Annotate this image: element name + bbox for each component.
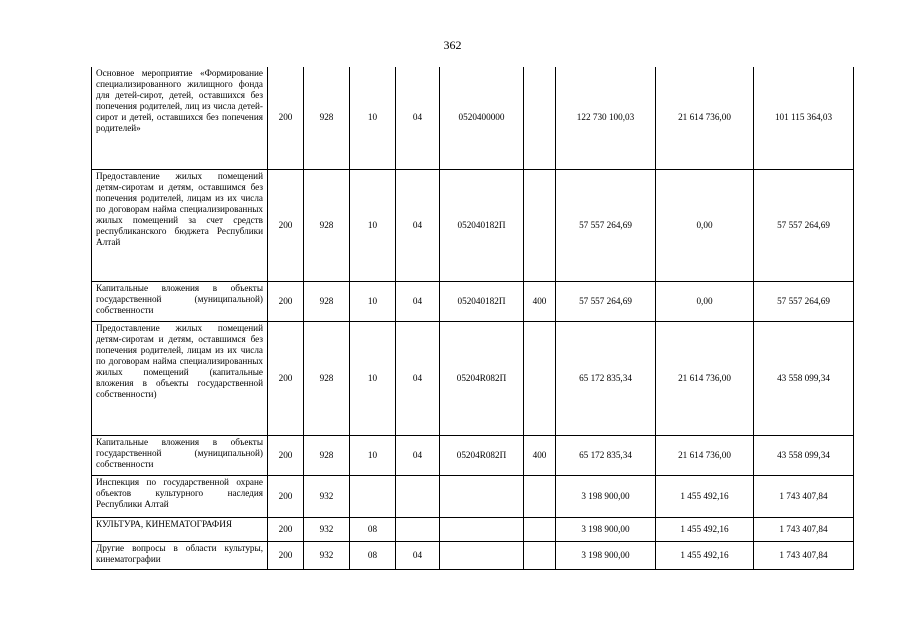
row-name: Инспекция по государственной охране объектов культурного наследия Республики Алтай (92, 475, 268, 517)
cell-c2: 932 (304, 541, 350, 569)
row-name: Капитальные вложения в объекты государственной (муниципальной) собственности (92, 435, 268, 475)
cell-v3: 43 558 099,34 (754, 321, 854, 435)
cell-c4: 04 (396, 281, 440, 321)
cell-c4: 04 (396, 321, 440, 435)
row-name: КУЛЬТУРА, КИНЕМАТОГРАФИЯ (92, 517, 268, 541)
cell-c2: 932 (304, 517, 350, 541)
table-row (92, 475, 854, 517)
cell-v2: 0,00 (656, 169, 754, 281)
cell-c3: 10 (350, 169, 396, 281)
cell-c6: 400 (524, 435, 556, 475)
cell-c2: 932 (304, 475, 350, 517)
cell-c3: 10 (350, 281, 396, 321)
cell-c2: 928 (304, 67, 350, 169)
cell-c6 (524, 475, 556, 517)
cell-v1: 57 557 264,69 (556, 281, 656, 321)
row-name: Предоставление жилых помещений детям-сиротам и детям, оставшимся без попечения родителей, лицам из их числа по договорам найма специализированных жилых помещений (капитальные вложения в объекты государственной собственности) (92, 321, 268, 435)
cell-v1: 3 198 900,00 (556, 517, 656, 541)
cell-v2: 1 455 492,16 (656, 517, 754, 541)
cell-c6 (524, 541, 556, 569)
table-row (92, 281, 854, 321)
cell-v1: 65 172 835,34 (556, 435, 656, 475)
cell-c5: 05204R082П (440, 435, 524, 475)
cell-v3: 57 557 264,69 (754, 169, 854, 281)
cell-c1: 200 (268, 281, 304, 321)
cell-c6 (524, 67, 556, 169)
table-row (92, 169, 854, 281)
cell-c1: 200 (268, 169, 304, 281)
cell-c3: 08 (350, 517, 396, 541)
cell-c1: 200 (268, 517, 304, 541)
row-name: Основное мероприятие «Формирование специализированного жилищного фонда для детей-сирот, детей, оставшихся без попечения родителей, лиц из числа детей-сирот и детей, оставшихся без попечения родителей» (92, 67, 268, 169)
cell-c3: 10 (350, 435, 396, 475)
table-row (92, 67, 854, 169)
table-row (92, 321, 854, 435)
cell-c1: 200 (268, 321, 304, 435)
table-row (92, 541, 854, 569)
page-number: 362 (443, 38, 462, 52)
cell-c2: 928 (304, 281, 350, 321)
cell-v2: 21 614 736,00 (656, 435, 754, 475)
cell-v3: 1 743 407,84 (754, 475, 854, 517)
row-name: Предоставление жилых помещений детям-сиротам и детям, оставшимся без попечения родителей, лицам из их числа по договорам найма специализированных жилых помещений за счет средств республиканского бюджета Республики Алтай (92, 169, 268, 281)
cell-c4: 04 (396, 435, 440, 475)
cell-v3: 101 115 364,03 (754, 67, 854, 169)
cell-c1: 200 (268, 475, 304, 517)
cell-c4 (396, 475, 440, 517)
cell-c3: 10 (350, 321, 396, 435)
cell-c3 (350, 475, 396, 517)
cell-v1: 122 730 100,03 (556, 67, 656, 169)
cell-v1: 3 198 900,00 (556, 475, 656, 517)
cell-c2: 928 (304, 321, 350, 435)
cell-v1: 57 557 264,69 (556, 169, 656, 281)
cell-c5 (440, 475, 524, 517)
cell-c4 (396, 517, 440, 541)
cell-v2: 21 614 736,00 (656, 321, 754, 435)
table-row (92, 435, 854, 475)
cell-c5: 0520400000 (440, 67, 524, 169)
cell-c6: 400 (524, 281, 556, 321)
cell-c5 (440, 541, 524, 569)
row-name: Капитальные вложения в объекты государственной (муниципальной) собственности (92, 281, 268, 321)
cell-c4: 04 (396, 541, 440, 569)
table-row (92, 517, 854, 541)
cell-v3: 43 558 099,34 (754, 435, 854, 475)
cell-v2: 21 614 736,00 (656, 67, 754, 169)
cell-v1: 3 198 900,00 (556, 541, 656, 569)
cell-c2: 928 (304, 169, 350, 281)
cell-c5 (440, 517, 524, 541)
cell-c1: 200 (268, 67, 304, 169)
cell-v1: 65 172 835,34 (556, 321, 656, 435)
cell-c6 (524, 321, 556, 435)
cell-c1: 200 (268, 435, 304, 475)
row-name: Другие вопросы в области культуры, кинематографии (92, 541, 268, 569)
cell-c6 (524, 517, 556, 541)
cell-v3: 1 743 407,84 (754, 517, 854, 541)
cell-c2: 928 (304, 435, 350, 475)
cell-c5: 052040182П (440, 281, 524, 321)
cell-v3: 1 743 407,84 (754, 541, 854, 569)
cell-v3: 57 557 264,69 (754, 281, 854, 321)
cell-c4: 04 (396, 67, 440, 169)
cell-v2: 1 455 492,16 (656, 541, 754, 569)
cell-c1: 200 (268, 541, 304, 569)
budget-table (91, 67, 854, 570)
cell-c5: 052040182П (440, 169, 524, 281)
cell-c3: 10 (350, 67, 396, 169)
cell-c6 (524, 169, 556, 281)
cell-v2: 1 455 492,16 (656, 475, 754, 517)
cell-c4: 04 (396, 169, 440, 281)
cell-c3: 08 (350, 541, 396, 569)
cell-c5: 05204R082П (440, 321, 524, 435)
cell-v2: 0,00 (656, 281, 754, 321)
